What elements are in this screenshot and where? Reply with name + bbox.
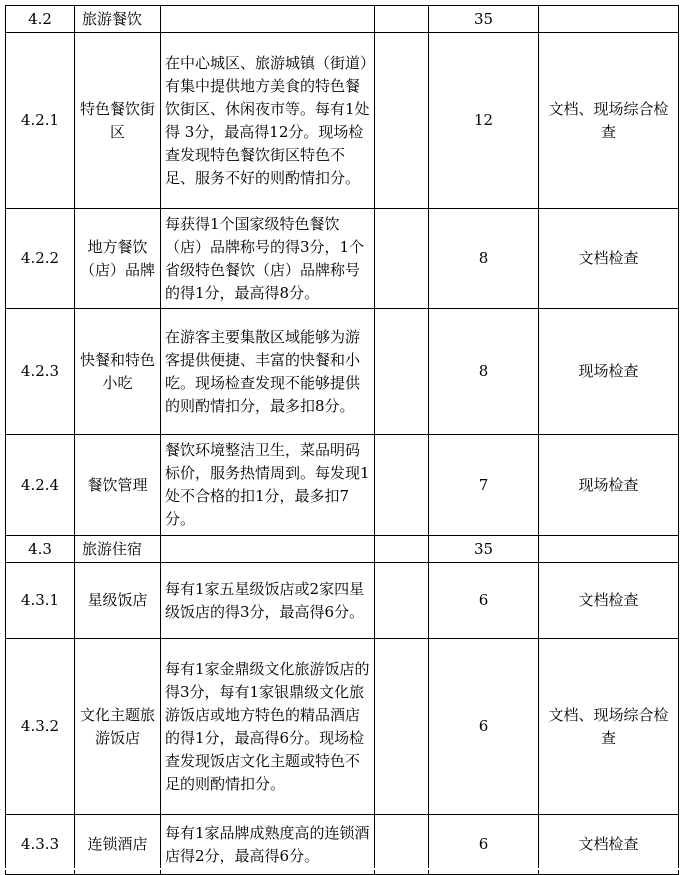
row-item: 星级饭店 xyxy=(75,563,161,639)
row-number: 4.2 xyxy=(6,6,75,33)
row-score: 6 xyxy=(429,815,539,875)
row-requirement xyxy=(161,6,375,33)
row-method: 文档检查 xyxy=(539,209,679,309)
row-blank xyxy=(375,33,429,209)
table-row xyxy=(6,33,679,209)
row-blank xyxy=(375,563,429,639)
row-item: 文化主题旅游饭店 xyxy=(75,639,161,815)
row-number: 4.2.1 xyxy=(6,33,75,209)
row-method: 文档、现场综合检查 xyxy=(539,639,679,815)
row-requirement xyxy=(161,536,375,563)
row-score: 35 xyxy=(429,6,539,33)
row-item: 特色餐饮街区 xyxy=(75,33,161,209)
row-item: 旅游住宿 xyxy=(75,536,161,563)
row-requirement: 每有1家品牌成熟度高的连锁酒店得2分，最高得6分。 xyxy=(161,815,375,875)
table-row xyxy=(6,209,679,309)
row-method: 现场检查 xyxy=(539,309,679,435)
row-method: 文档检查 xyxy=(539,815,679,875)
row-number: 4.3.2 xyxy=(6,639,75,815)
row-score: 6 xyxy=(429,639,539,815)
row-blank xyxy=(375,209,429,309)
row-method: 文档、现场综合检查 xyxy=(539,33,679,209)
row-requirement: 每获得1个国家级特色餐饮（店）品牌称号的得3分，1个省级特色餐饮（店）品牌称号的得1分，最高得8分。 xyxy=(161,209,375,309)
row-number: 4.2.2 xyxy=(6,209,75,309)
row-method: 文档检查 xyxy=(539,563,679,639)
row-blank xyxy=(375,536,429,563)
row-method xyxy=(539,536,679,563)
table-row xyxy=(6,435,679,536)
table-row xyxy=(6,639,679,815)
row-score: 8 xyxy=(429,209,539,309)
row-requirement: 每有1家金鼎级文化旅游饭店的得3分，每有1家银鼎级文化旅游饭店或地方特色的精品酒店的得1分，最高得6分。现场检查发现饭店文化主题或特色不足的则酌情扣分。 xyxy=(161,639,375,815)
row-requirement: 餐饮环境整洁卫生，菜品明码标价，服务热情周到。每发现1处不合格的扣1分，最多扣7分。 xyxy=(161,435,375,536)
row-score: 6 xyxy=(429,563,539,639)
section-row xyxy=(6,6,679,33)
row-item: 快餐和特色小吃 xyxy=(75,309,161,435)
scoring-table xyxy=(5,5,679,875)
row-blank xyxy=(375,309,429,435)
row-requirement: 在中心城区、旅游城镇（街道）有集中提供地方美食的特色餐饮街区、休闲夜市等。每有1处得 3分，最高得12分。现场检查发现特色餐饮街区特色不足、服务不好的则酌情扣分。 xyxy=(161,33,375,209)
row-number: 4.2.3 xyxy=(6,309,75,435)
table-row xyxy=(6,563,679,639)
row-number: 4.2.4 xyxy=(6,435,75,536)
row-number: 4.3.1 xyxy=(6,563,75,639)
row-number: 4.3.3 xyxy=(6,815,75,875)
row-blank xyxy=(375,435,429,536)
row-blank xyxy=(375,6,429,33)
row-blank xyxy=(375,639,429,815)
row-item: 连锁酒店 xyxy=(75,815,161,875)
table-row xyxy=(6,309,679,435)
section-row xyxy=(6,536,679,563)
row-requirement: 每有1家五星级饭店或2家四星级饭店的得3分，最高得6分。 xyxy=(161,563,375,639)
row-score: 12 xyxy=(429,33,539,209)
row-score: 35 xyxy=(429,536,539,563)
row-item: 地方餐饮（店）品牌 xyxy=(75,209,161,309)
table-row xyxy=(6,815,679,875)
row-item: 旅游餐饮 xyxy=(75,6,161,33)
row-score: 8 xyxy=(429,309,539,435)
row-requirement: 在游客主要集散区域能够为游客提供便捷、丰富的快餐和小吃。现场检查发现不能够提供的则酌情扣分，最多扣8分。 xyxy=(161,309,375,435)
row-score: 7 xyxy=(429,435,539,536)
row-item: 餐饮管理 xyxy=(75,435,161,536)
row-number: 4.3 xyxy=(6,536,75,563)
row-method: 现场检查 xyxy=(539,435,679,536)
row-method xyxy=(539,6,679,33)
row-blank xyxy=(375,815,429,875)
